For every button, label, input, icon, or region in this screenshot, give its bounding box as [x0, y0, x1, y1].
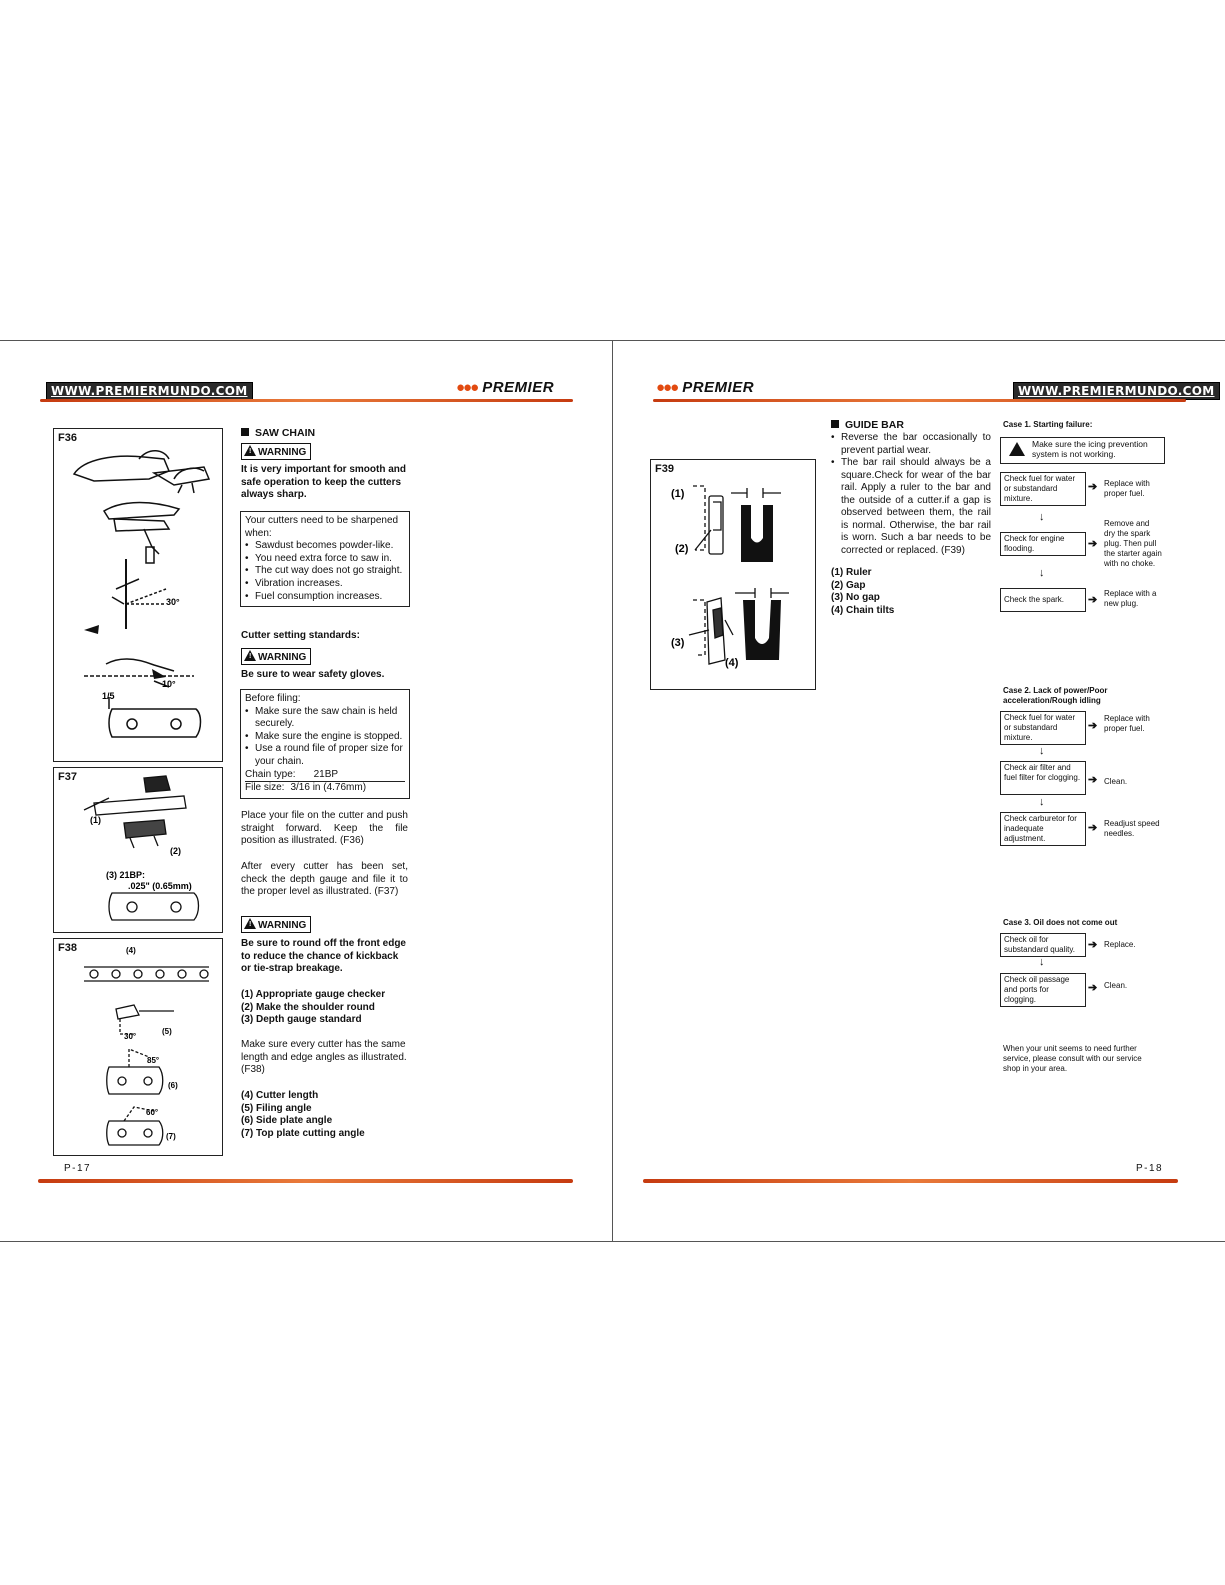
square-bullet-icon: [831, 420, 839, 428]
f38-angle-60: 60°: [146, 1108, 159, 1117]
brand-name: PREMIER: [482, 379, 555, 396]
gauge-list: [241, 989, 411, 1027]
list-item: • Sawdust becomes powder-like.: [245, 540, 405, 553]
header-rule: [40, 399, 573, 402]
sharpen-intro: Your cutters need to be sharpened when:: [245, 515, 399, 539]
case1-warning-text: Make sure the icing prevention system is not working.: [1032, 439, 1148, 459]
f39-label-3: (3): [671, 637, 685, 649]
warning-label: WARNING: [258, 447, 307, 458]
list-item: (3) Depth gauge standard: [241, 1014, 362, 1025]
list-item: • The bar rail should always be a square.Check for wear of the bar rail. Apply a ruler to the bar and the outside of a cutter.if a gap is observed between them, the rail is normal. Otherwise, the bar rail is worn. Such a bar needs to be corrected or replaced. (F39): [831, 457, 991, 557]
file-size-row: [245, 782, 405, 795]
f37-label-1: (1): [90, 815, 101, 825]
angle-list: [241, 1090, 411, 1140]
paragraph-cutter-length: Make sure every cutter has the same length and edge angles as illustrated. (F38): [241, 1039, 407, 1075]
list-item: (5) Filing angle: [241, 1102, 312, 1114]
paragraph-file-placement: Place your file on the cutter and push straight forward. Keep the file position as illustrated. (F36): [241, 810, 408, 846]
figure-label: F37: [58, 771, 77, 783]
site-url[interactable]: WWW.PREMIERMUNDO.COM: [46, 382, 253, 400]
case1-check-2: Check for engine flooding.: [1000, 532, 1086, 556]
case1-result-1: Replace with proper fuel.: [1104, 479, 1150, 498]
warning-label: WARNING: [258, 652, 307, 663]
f39-label-4: (4): [725, 657, 739, 669]
warning-badge: [241, 648, 311, 665]
list-item: • The cut way does not go straight.: [245, 565, 405, 578]
case1-title: Case 1. Starting failure:: [1003, 420, 1093, 429]
f38-angle-85: 85°: [147, 1056, 160, 1065]
right-arrow-icon: ➔: [1088, 982, 1098, 994]
figure-label: F39: [655, 463, 674, 475]
guide-bar-rail-illustration: [651, 460, 815, 689]
case2-result-2: Clean.: [1104, 777, 1128, 786]
case3-result-1: Replace.: [1104, 940, 1136, 949]
figure-f37: [53, 767, 223, 933]
cutter-angles-illustration: [54, 939, 222, 1155]
list-item: (6) Side plate angle: [241, 1115, 333, 1126]
figure-f39: [650, 459, 816, 690]
list-item: • Vibration increases.: [245, 578, 405, 591]
down-arrow-icon: ↓: [1039, 745, 1045, 757]
case3-title: Case 3. Oil does not come out: [1003, 918, 1118, 927]
warning-badge: [241, 916, 311, 933]
f38-label-4: (4): [126, 946, 136, 955]
brand-logo: [656, 379, 754, 396]
case1-check-3: Check the spark.: [1000, 588, 1086, 612]
file-size-label: File size:: [245, 782, 285, 794]
footer-rule: [643, 1179, 1178, 1183]
page-number: P-18: [1136, 1163, 1164, 1174]
case1-result-2: Remove and dry the spark plug. Then pull the starter again with no choke.: [1104, 519, 1162, 568]
case1-result-3: Replace with a new plug.: [1104, 589, 1157, 608]
case2-result-1: Replace with proper fuel.: [1104, 714, 1150, 733]
before-filing-box: [240, 689, 410, 799]
figure-f38: [53, 938, 223, 1156]
logo-dots-icon: ●●●: [456, 379, 478, 396]
case3-result-2: Clean.: [1104, 981, 1128, 990]
warning-triangle-icon: !: [244, 650, 256, 661]
guide-bar-list: [831, 432, 991, 557]
site-url[interactable]: WWW.PREMIERMUNDO.COM: [1013, 382, 1220, 400]
warning-label: WARNING: [258, 920, 307, 931]
right-arrow-icon: ➔: [1088, 939, 1098, 951]
filing-intro: Before filing:: [245, 693, 301, 704]
case1-warning-box: [1000, 437, 1165, 464]
square-bullet-icon: [241, 428, 249, 436]
guide-bar-heading: [831, 419, 904, 431]
case2-title: Case 2. Lack of power/Poor acceleration/Rough idling: [1003, 686, 1108, 705]
figure-label: F36: [58, 432, 77, 444]
brand-name: PREMIER: [682, 379, 755, 396]
list-item: (1) Appropriate gauge checker: [241, 989, 386, 1000]
right-arrow-icon: ➔: [1088, 774, 1098, 786]
list-item: (2) Make the shoulder round: [241, 1001, 375, 1013]
fraction-label: 1/5: [102, 691, 115, 701]
paragraph-depth-gauge: After every cutter has been set, check the depth gauge and file it to the proper level as illustrated. (F37): [241, 861, 408, 897]
case2-check-1: Check fuel for water or substandard mixture.: [1000, 711, 1086, 745]
cutter-setting-heading: Cutter setting standards:: [241, 630, 360, 641]
f38-angle-30: 30°: [124, 1032, 137, 1041]
f39-label-1: (1): [671, 488, 685, 500]
service-note: When your unit seems to need further service, please consult with our service shop in your area.: [1003, 1044, 1142, 1073]
heading-text: SAW CHAIN: [255, 427, 316, 439]
list-item: • You need extra force to saw in.: [245, 553, 405, 566]
f39-legend: [831, 567, 894, 617]
right-arrow-icon: ➔: [1088, 481, 1098, 493]
right-arrow-icon: ➔: [1088, 822, 1098, 834]
f39-label-2: (2): [675, 543, 689, 555]
case2-check-2: Check air filter and fuel filter for clogging.: [1000, 761, 1086, 795]
depth-gauge-illustration: [54, 768, 222, 932]
f37-label-3-spec: .025" (0.65mm): [128, 881, 192, 891]
case3-check-2: Check oil passage and ports for clogging.: [1000, 973, 1086, 1007]
figure-label: F38: [58, 942, 77, 954]
right-arrow-icon: ➔: [1088, 594, 1098, 606]
legend-item: (4) Chain tilts: [831, 604, 895, 616]
list-item: • Reverse the bar occasionally to prevent partial wear.: [831, 432, 991, 457]
list-item: • Fuel consumption increases.: [245, 591, 405, 604]
case2-result-3: Readjust speed needles.: [1104, 819, 1160, 838]
warning-text-sharp: It is very important for smooth and safe operation to keep the cutters always sharp.: [241, 464, 407, 500]
down-arrow-icon: ↓: [1039, 511, 1045, 523]
list-item: • Use a round file of proper size for your chain.: [245, 743, 405, 768]
chain-type-value: 21BP: [313, 768, 339, 780]
heading-text: GUIDE BAR: [845, 419, 904, 431]
warning-triangle-icon: !: [244, 918, 256, 929]
down-arrow-icon: ↓: [1039, 796, 1045, 808]
list-item: • Make sure the saw chain is held securely.: [245, 706, 405, 731]
right-arrow-icon: ➔: [1088, 720, 1098, 732]
f38-label-6: (6): [168, 1081, 178, 1090]
case2-check-3: Check carburetor for inadequate adjustment.: [1000, 812, 1086, 846]
page-18: [613, 341, 1225, 1241]
f37-label-3: (3) 21BP:: [106, 870, 146, 880]
chain-type-label: Chain type:: [245, 768, 296, 780]
down-arrow-icon: ↓: [1039, 567, 1045, 579]
chain-type-row: [245, 769, 405, 783]
manual-spread: [0, 340, 1225, 1242]
right-arrow-icon: ➔: [1088, 538, 1098, 550]
list-item: (7) Top plate cutting angle: [241, 1127, 365, 1139]
warning-text-gloves: Be sure to wear safety gloves.: [241, 669, 385, 680]
down-arrow-icon: ↓: [1039, 956, 1045, 968]
saw-chain-sharpening-illustration: [54, 429, 222, 761]
warning-triangle-icon: !: [244, 445, 256, 456]
brand-logo: [456, 379, 554, 396]
page-17: [0, 341, 612, 1241]
saw-chain-heading: [241, 427, 315, 439]
f38-label-5: (5): [162, 1027, 172, 1036]
figure-f36: [53, 428, 223, 762]
list-item: • Make sure the engine is stopped.: [245, 731, 405, 744]
warning-badge: [241, 443, 311, 460]
angle-10-label: 10°: [162, 679, 176, 689]
sharpen-conditions-box: [240, 511, 410, 607]
file-size-value: 3/16 in (4.76mm): [290, 782, 367, 794]
angle-30-label: 30°: [166, 597, 180, 607]
case1-check-1: Check fuel for water or substandard mixture.: [1000, 472, 1086, 506]
list-item: (4) Cutter length: [241, 1090, 319, 1101]
warning-text-kickback: Be sure to round off the front edge to reduce the chance of kickback or tie-strap breakage.: [241, 938, 406, 974]
page-number: P-17: [64, 1163, 92, 1174]
legend-item: (1) Ruler: [831, 567, 872, 578]
warning-triangle-icon: [1009, 442, 1025, 456]
f37-label-2: (2): [170, 846, 181, 856]
f38-label-7: (7): [166, 1132, 176, 1141]
case3-check-1: Check oil for substandard quality.: [1000, 933, 1086, 957]
logo-dots-icon: ●●●: [656, 379, 678, 396]
legend-item: (2) Gap: [831, 579, 866, 591]
header-rule: [653, 399, 1186, 402]
legend-item: (3) No gap: [831, 592, 880, 603]
footer-rule: [38, 1179, 573, 1183]
